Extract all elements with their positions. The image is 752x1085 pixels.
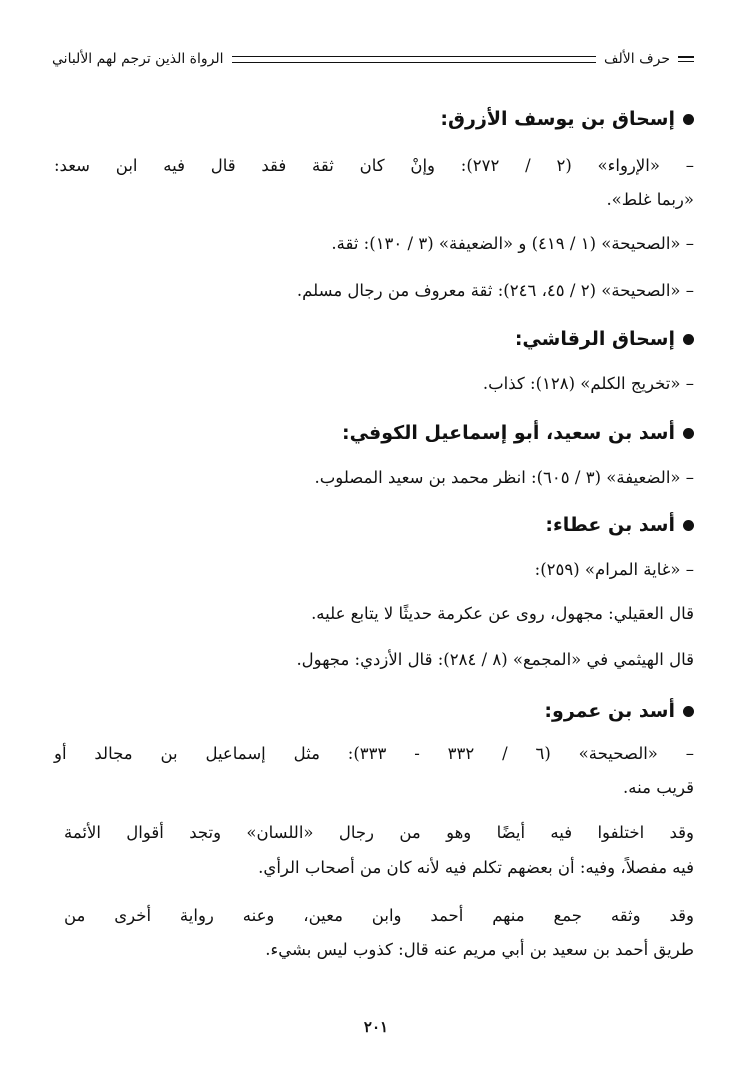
entry-line: – «الإرواء» (٢ / ٢٧٢): وإنْ كان ثقة فقد قال فيه ابن سعد: xyxy=(54,156,694,175)
header-section: حرف الألف xyxy=(604,51,670,67)
entry-title: أسد بن سعيد، أبو إسماعيل الكوفي: xyxy=(342,422,694,444)
entry-title: أسد بن عطاء: xyxy=(545,514,694,536)
entry-line: فيه مفصلاً، وفيه: أن بعضهم تكلم فيه لأنه كان من أصحاب الرأي. xyxy=(258,858,694,877)
entry-title: إسحاق بن يوسف الأزرق: xyxy=(440,108,694,130)
entry-line: قريب منه. xyxy=(623,778,694,797)
entry-line: – «تخريج الكلم» (١٢٨): كذاب. xyxy=(482,374,694,393)
header-rule xyxy=(232,56,596,63)
entry-line: وقد اختلفوا فيه أيضًا وهو من رجال «اللسان» وتجد أقوال الأئمة xyxy=(64,823,694,842)
entry-line: طريق أحمد بن سعيد بن أبي مريم عنه قال: كذوب ليس بشيء. xyxy=(265,940,694,959)
bullet-icon xyxy=(683,114,694,125)
bullet-icon xyxy=(683,706,694,717)
entry-line: – «الضعيفة» (٣ / ٦٠٥): انظر محمد بن سعيد المصلوب. xyxy=(314,468,694,487)
page-number: ٢٠١ xyxy=(363,1018,389,1036)
running-header xyxy=(52,44,694,74)
entry-title: أسد بن عمرو: xyxy=(544,700,694,722)
entry-line: – «الصحيحة» (١ / ٤١٩) و «الضعيفة» (٣ / ١٣٠): ثقة. xyxy=(331,234,694,253)
entry-line: – «الصحيحة» (٢ / ٤٥، ٢٤٦): ثقة معروف من رجال مسلم. xyxy=(296,281,694,300)
entry-line: «ربما غلط». xyxy=(606,190,694,209)
bullet-icon xyxy=(683,334,694,345)
bullet-icon xyxy=(683,428,694,439)
entry-line: – «الصحيحة» (٦ / ٣٣٢ - ٣٣٣): مثل إسماعيل بن مجالد أو xyxy=(54,744,694,763)
header-book-title: الرواة الذين ترجم لهم الألباني xyxy=(52,51,224,67)
entry-line: وقد وثقه جمع منهم أحمد وابن معين، وعنه رواية أخرى من xyxy=(64,906,694,925)
entry-title: إسحاق الرقاشي: xyxy=(515,328,694,350)
entry-line: قال العقيلي: مجهول، روى عن عكرمة حديثًا لا يتابع عليه. xyxy=(311,604,694,623)
entry-line: قال الهيثمي في «المجمع» (٨ / ٢٨٤): قال الأزدي: مجهول. xyxy=(296,650,694,669)
bullet-icon xyxy=(683,520,694,531)
header-bars-icon xyxy=(678,53,694,65)
entry-line: – «غاية المرام» (٢٥٩): xyxy=(534,560,694,579)
